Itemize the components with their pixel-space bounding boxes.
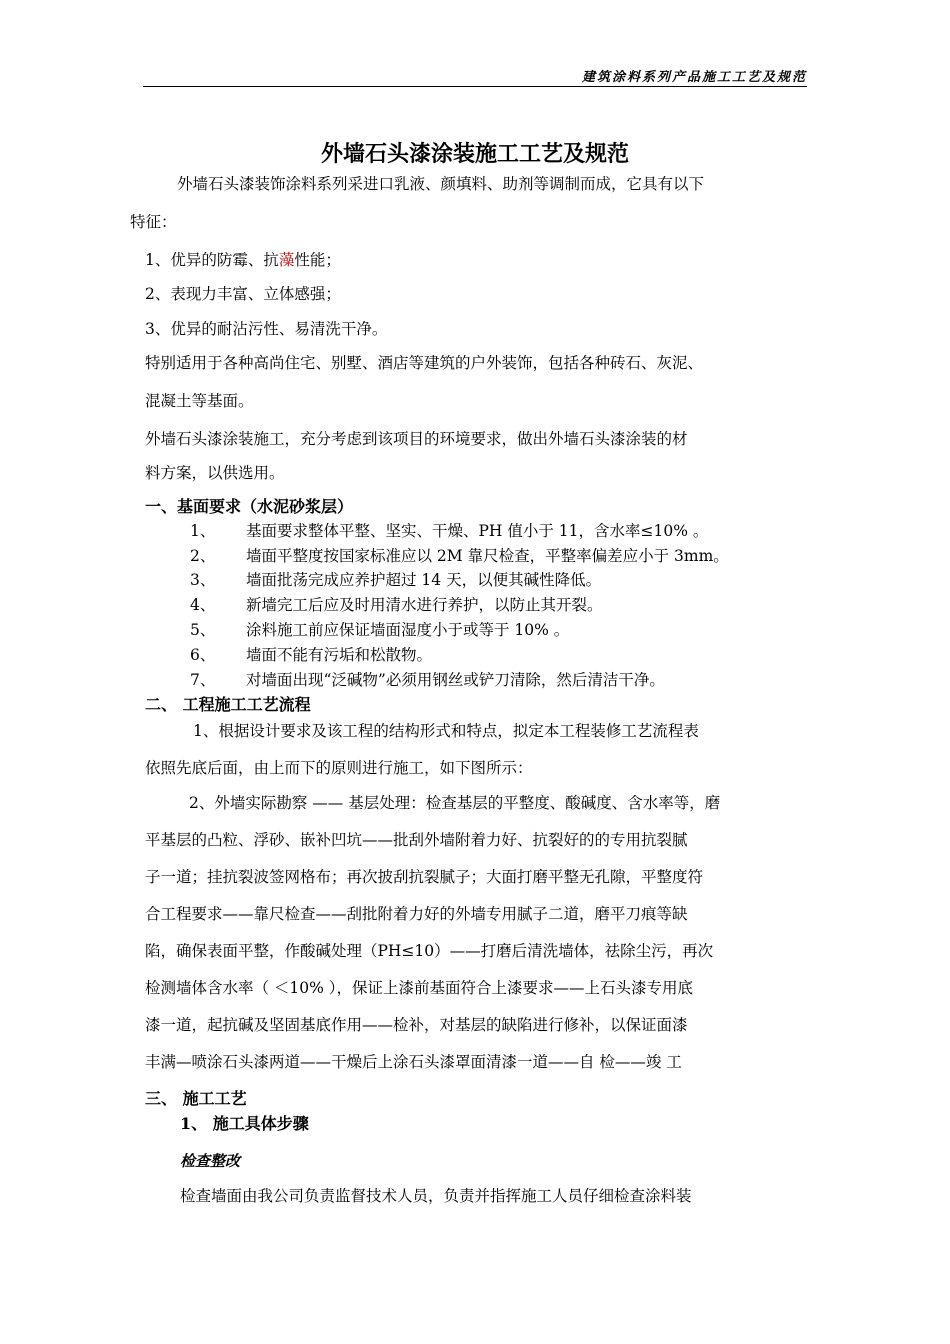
intro-line-2: 特征： <box>130 213 177 231</box>
list-item-number: 6、 <box>190 646 216 664</box>
process-para-2-line-5: 陷，确保表面平整，作酸碱处理（PH≤10）——打磨后清洗墙体，祛除尘污，再次 <box>145 942 714 960</box>
feature-1-text: 1、优异的防霉、抗 <box>145 251 279 269</box>
list-item-text: 墙面平整度按国家标准应以 2M 靠尺检查，平整率偏差应小于 3mm。 <box>246 547 729 565</box>
list-item-text: 基面要求整体平整、坚实、干燥、PH 值小于 11，含水率≤10% 。 <box>246 522 709 540</box>
list-item-text: 对墙面出现“泛碱物”必须用钢丝或铲刀清除，然后清洁干净。 <box>246 671 665 689</box>
list-item <box>190 545 729 567</box>
scheme-line-1: 外墙石头漆涂装施工，充分考虑到该项目的环境要求，做出外墙石头漆涂装的材 <box>145 430 688 448</box>
list-item-text: 新墙完工后应及时用清水进行养护，以防止其开裂。 <box>246 596 603 614</box>
process-para-2-line-2: 平基层的凸粒、浮砂、嵌补凹坑——批刮外墙附着力好、抗裂好的的专用抗裂腻 <box>145 831 688 849</box>
applicability-line-1: 特别适用于各种高尚住宅、别墅、酒店等建筑的户外装饰，包括各种砖石、灰泥、 <box>145 354 704 372</box>
process-para-2-line-3: 子一道；挂抗裂波签网格布；再次披刮抗裂腻子；大面打磨平整无孔隙，平整度符 <box>145 868 704 886</box>
list-item <box>190 594 603 616</box>
process-para-2-line-7: 漆一道，起抗碱及坚固基底作用——检补，对基层的缺陷进行修补，以保证面漆 <box>145 1016 688 1034</box>
section-3-heading: 三、 施工工艺 <box>145 1089 247 1108</box>
list-item-text: 墙面不能有污垢和松散物。 <box>246 646 433 664</box>
list-item-number: 4、 <box>190 596 216 614</box>
feature-item-1 <box>145 249 341 271</box>
inspection-text-line: 检查墙面由我公司负责监督技术人员，负责并指挥施工人员仔细检查涂料装 <box>180 1187 692 1205</box>
process-para-1-line-2: 依照先底后面，由上而下的原则进行施工，如下图所示： <box>145 759 533 777</box>
feature-item-2: 2、表现力丰富、立体感强； <box>145 285 341 303</box>
list-item-number: 7、 <box>190 671 216 689</box>
list-item <box>190 669 665 691</box>
list-item <box>190 520 708 542</box>
list-item <box>190 644 432 666</box>
applicability-line-2: 混凝土等基面。 <box>145 392 254 410</box>
inspection-subheading: 检查整改 <box>180 1152 241 1170</box>
list-item-number: 1、 <box>190 522 216 540</box>
header-rule <box>143 86 807 87</box>
section-3-subheading: 1、 施工具体步骤 <box>180 1114 309 1133</box>
list-item-number: 3、 <box>190 571 216 589</box>
feature-1-text-end: 性能； <box>294 251 341 269</box>
running-header: 建筑涂料系列产品施工工艺及规范 <box>581 70 807 85</box>
list-item-text: 涂料施工前应保证墙面湿度小于或等于 10% 。 <box>246 621 570 639</box>
list-item-text: 墙面批荡完成应养护超过 14 天，以便其碱性降低。 <box>246 571 602 589</box>
section-2-heading: 二、 工程施工工艺流程 <box>145 695 311 714</box>
feature-1-highlight: 藻 <box>278 251 295 269</box>
section-1-heading: 一、基面要求（水泥砂浆层） <box>145 497 354 516</box>
feature-item-3: 3、优异的耐沾污性、易清洗干净。 <box>145 320 388 338</box>
process-para-2-line-1: 2、外墙实际勘察 —— 基层处理：检查基层的平整度、酸碱度、含水率等，磨 <box>189 794 721 812</box>
list-item <box>190 569 601 591</box>
list-item-number: 5、 <box>190 621 216 639</box>
process-para-2-line-4: 合工程要求——靠尺检查——刮批附着力好的外墙专用腻子二道，磨平刀痕等缺 <box>145 905 688 923</box>
list-item <box>190 619 569 641</box>
document-title: 外墙石头漆涂装施工工艺及规范 <box>320 141 629 167</box>
intro-line-1: 外墙石头漆装饰涂料系列采进口乳液、颜填料、助剂等调制而成，它具有以下 <box>177 175 705 193</box>
process-para-1-line-1: 1、根据设计要求及该工程的结构形式和特点，拟定本工程装修工艺流程表 <box>193 722 699 740</box>
process-para-2-line-6: 检测墙体含水率（ ＜10% ），保证上漆前基面符合上漆要求——上石头漆专用底 <box>145 979 694 997</box>
process-para-2-line-8: 丰满—喷涂石头漆两道——干燥后上涂石头漆罩面清漆一道——自 检——竣 工 <box>145 1053 682 1071</box>
list-item-number: 2、 <box>190 547 216 565</box>
scheme-line-2: 料方案，以供选用。 <box>145 464 285 482</box>
